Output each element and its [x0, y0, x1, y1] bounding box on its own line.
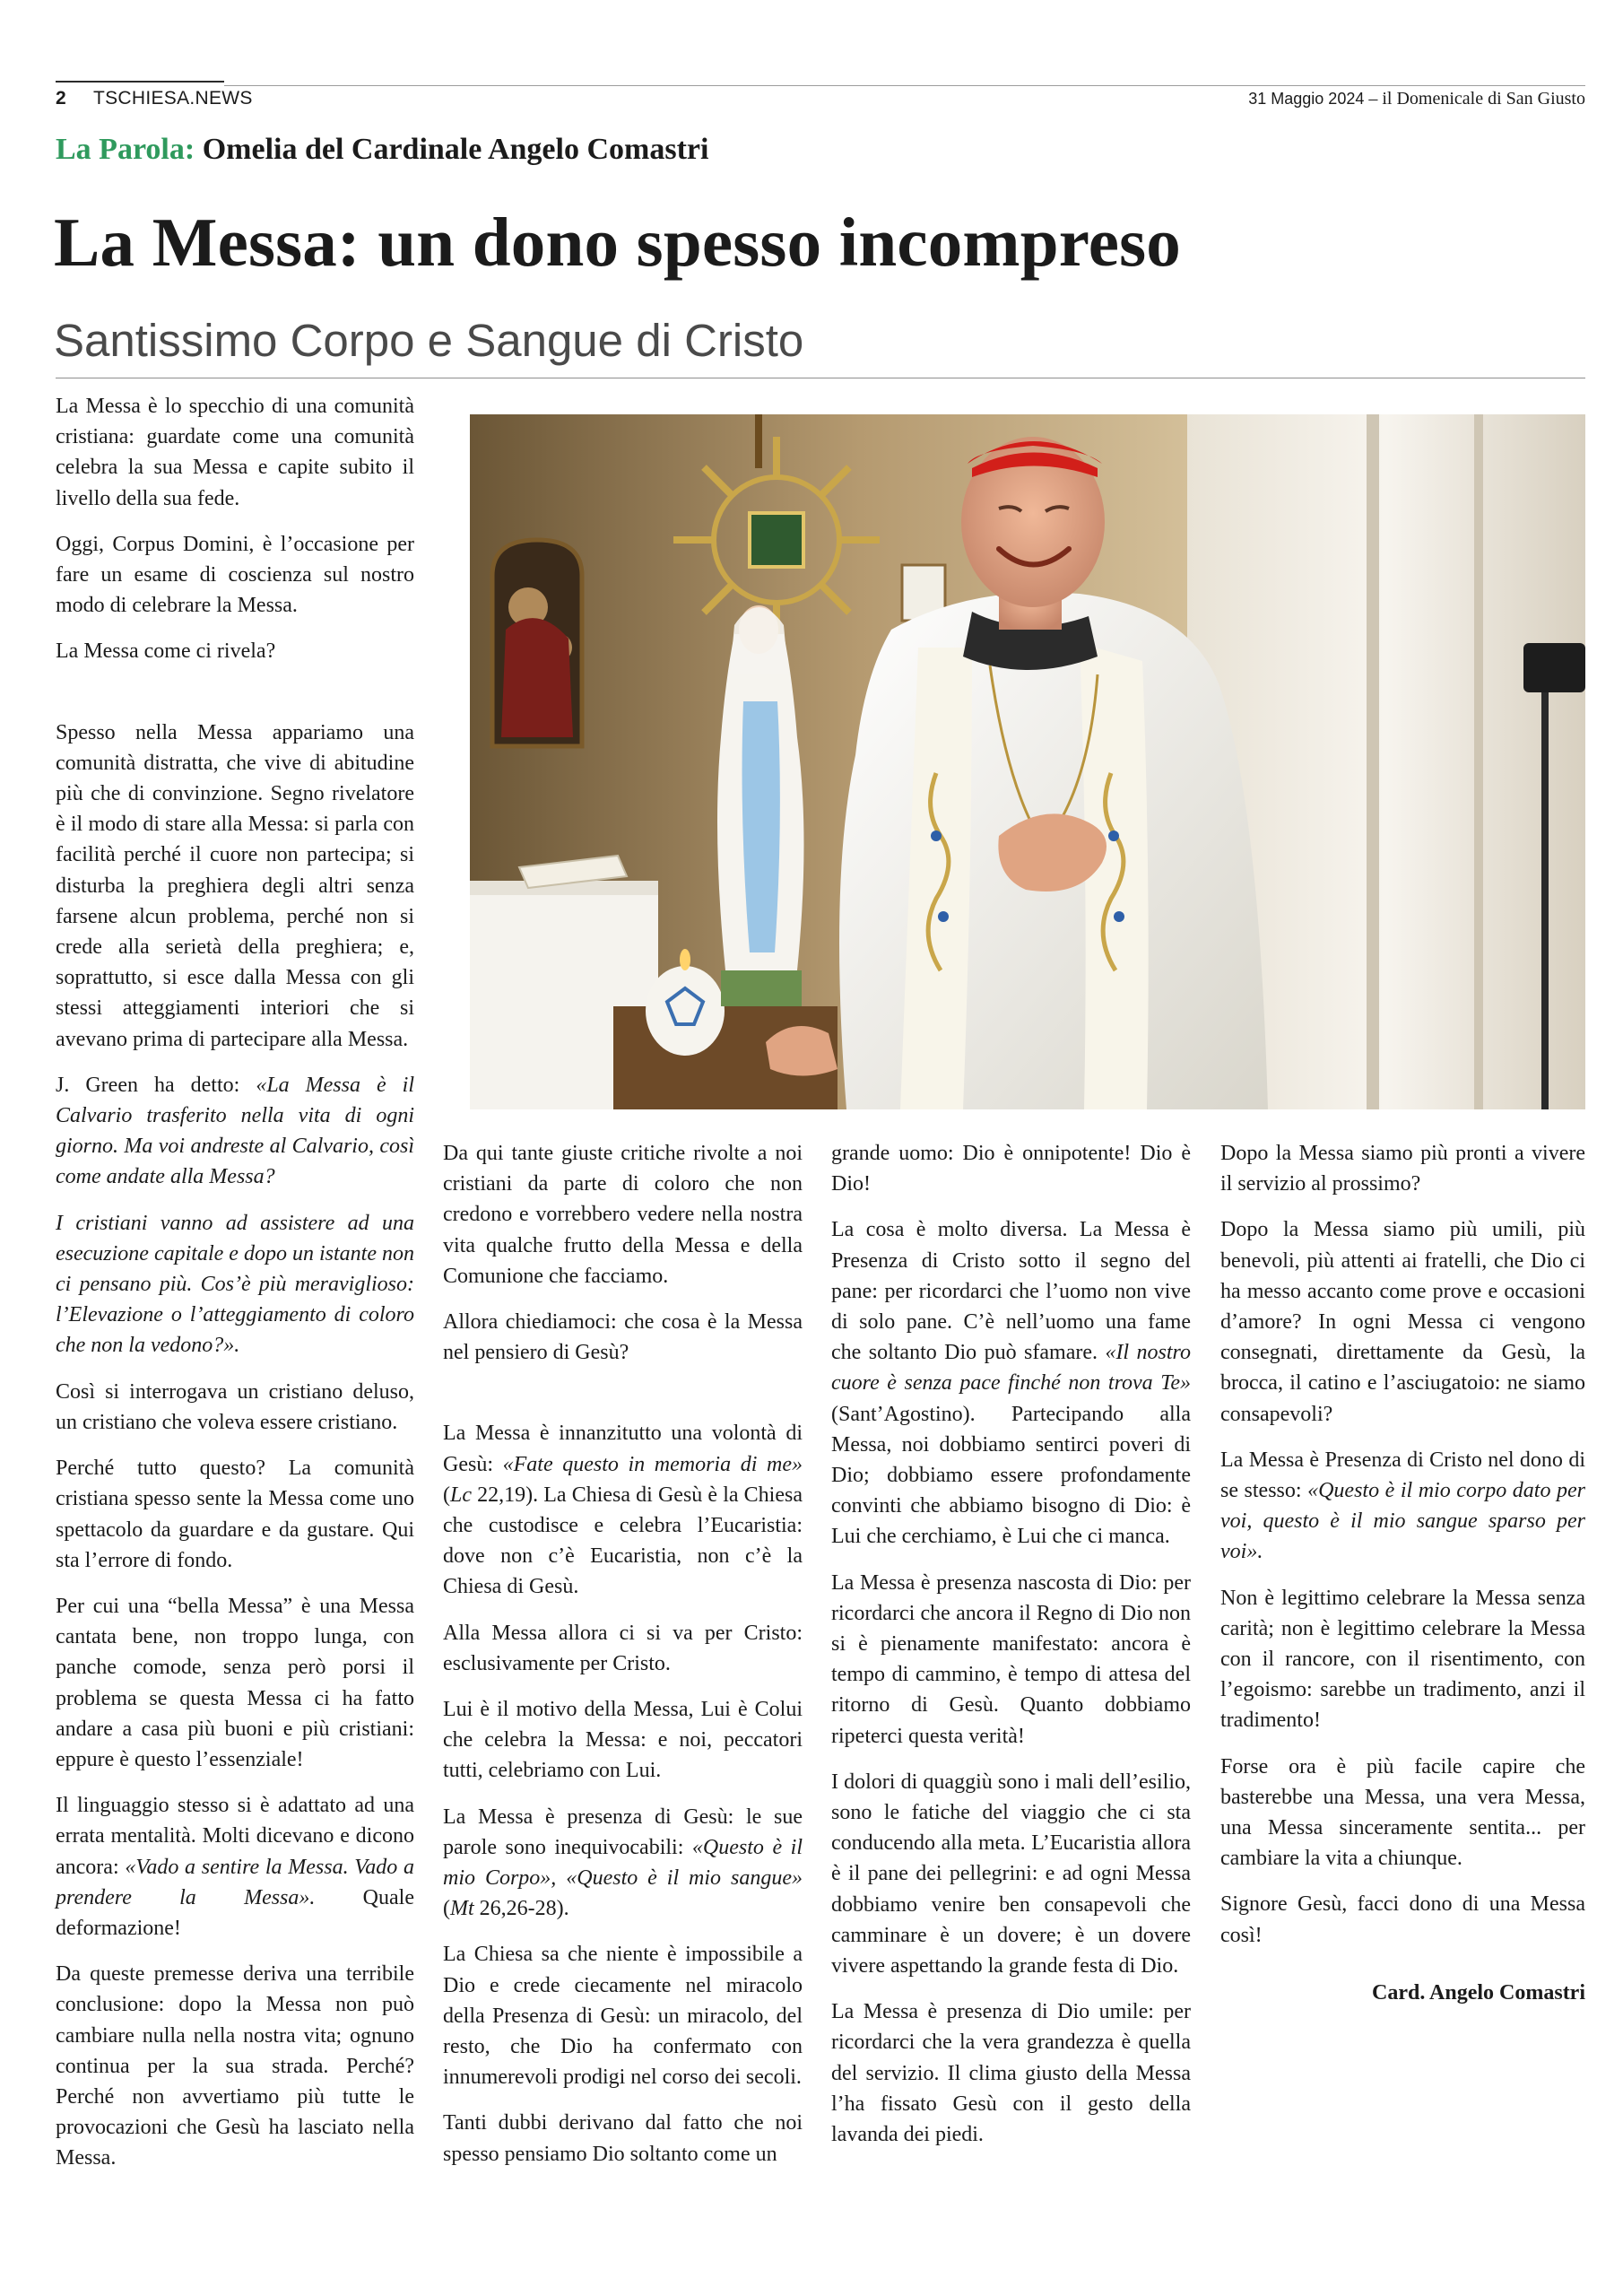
page-number: 2 — [56, 88, 66, 109]
text-run: Quale deformazione! — [56, 1885, 414, 1940]
paragraph: Da qui tante giuste critiche rivolte a noi cristiani da parte di coloro che non credono e vorrebbero vedere nella nostra vita qualche frutto della Messa e della Comunione che facciamo. — [443, 1142, 803, 1288]
header-right — [1248, 89, 1585, 109]
paragraph-quote — [443, 1418, 803, 1602]
text-run: J. Green ha detto: — [56, 1073, 256, 1097]
column-4 — [1220, 1138, 1585, 2023]
text-run: Il linguaggio stesso si è adattato ad una errata mentalità. Molti dicevano e dicono ancora: — [56, 1794, 414, 1879]
kicker — [56, 133, 708, 167]
paragraph: Così si interrogava un cristiano deluso, un cristiano che voleva essere cristiano. — [56, 1379, 414, 1434]
text-run: La Messa è innanzitutto una volontà di Gesù: — [443, 1422, 803, 1476]
paragraph: Da queste premesse deriva una terribile conclusione: dopo la Messa non può cambiare nulla nella nostra vita; ognuno continua per la sua strada. Perché? Perché non avvertiamo più tutte le provocazioni che Gesù ha lasciato nella Messa. — [56, 1962, 414, 2170]
quote-text: «Questo è il mio Corpo», «Questo è il mio sangue» — [443, 1835, 803, 1891]
author-signature: Card. Angelo Comastri — [1372, 1980, 1585, 2005]
text-run: La cosa è molto diversa. La Messa è Presenza di Cristo sotto il segno del pane: per ricordarci che l’uomo non vive di solo pane. C’è nell’uomo una fame che soltanto Dio può sfamare. — [831, 1218, 1191, 1365]
text-run: La Messa è presenza di Gesù: le sue parole sono inequivocabili: — [443, 1805, 803, 1859]
quote-text: «Vado a sentire la Messa. Vado a prendere la Messa». — [56, 1855, 414, 1909]
header-left — [56, 88, 253, 109]
paragraph: Tanti dubbi derivano dal fatto che noi spesso pensiamo Dio soltanto come un — [443, 2111, 803, 2166]
paragraph: Lui è il motivo della Messa, Lui è Colui che celebra la Messa: e noi, peccatori tutti, celebriamo con Lui. — [443, 1698, 803, 1783]
section-label: La Parola: — [56, 133, 195, 166]
quote-text: «Fate questo in memoria di me» — [502, 1452, 803, 1476]
paragraph: Dopo la Messa siamo più umili, più benevoli, più attenti ai fratelli, che Dio ci ha messo accanto come prove e occasioni d’amore? In ogni Messa ci vengono consegnati, direttamente da Gesù, la brocca, il catino e l’asciugatoio: ne siamo consapevoli? — [1220, 1218, 1585, 1426]
paragraph: Per cui una “bella Messa” è una Messa cantata bene, non troppo lunga, con panche comode, senza però porsi il problema se questa Messa ci ha fatto andare a casa più buoni e più cristiani: eppure è questo l’essenziale! — [56, 1594, 414, 1771]
paragraph: I dolori di quaggiù sono i mali dell’esilio, sono le fatiche del viaggio che ci sta conducendo alla meta. L’Eucaristia allora è il pane dei pellegrini: e ad ogni Messa dobbiamo venire ben consapevoli che camminare è un dovere; è un dovere vivere aspettando la grande festa di Dio. — [831, 1770, 1191, 1979]
header-separator: – — [1364, 89, 1383, 109]
paragraph: Non è legittimo celebrare la Messa senza carità; non è legittimo celebrare la Messa con il rancore, con il risentimento, con l’egoismo: sarebbe un tradimento, anzi il tradimento! — [1220, 1586, 1585, 1733]
paragraph-quote — [56, 1790, 414, 1944]
quote-text: I cristiani vanno ad assistere ad una esecuzione capitale e dopo un istante non ci pensano più. Cos’è più meraviglioso: l’Elevazione o l’atteggiamento di coloro che non la vedono?». — [56, 1211, 414, 1358]
paragraph: Oggi, Corpus Domini, è l’occasione per fare un esame di coscienza sul nostro modo di celebrare la Messa. — [56, 532, 414, 618]
paragraph: Signore Gesù, facci dono di una Messa così! — [1220, 1892, 1585, 1947]
column-2 — [443, 1138, 803, 2185]
text-run: ( — [443, 1483, 450, 1507]
paragraph: Allora chiediamoci: che cosa è la Messa nel pensiero di Gesù? — [443, 1310, 803, 1365]
paragraph: Spesso nella Messa appariamo una comunità distratta, che vive di abitudine più che di convinzione. Segno rivelatore è il modo di stare alla Messa: si parla con facilità perché il cuore non partecipa; si disturba la preghiera degli altri senza farsene alcun problema, perché non si crede alla serietà della preghiera; e, soprattutto, si esce dalla Messa con gli stessi atteggiamenti interiori che si avevano prima di partecipare alla Messa. — [56, 720, 414, 1051]
text-run: La Messa è Presenza di Cristo nel dono di se stesso: — [1220, 1448, 1585, 1503]
paragraph: Forse ora è più facile capire che basterebbe una Messa, una vera Messa, una Messa sinceramente sentita... per cambiare la vita a chiunque. — [1220, 1754, 1585, 1871]
paragraph: grande uomo: Dio è onnipotente! Dio è Dio! — [831, 1142, 1191, 1196]
publication-name: TSCHIESA.NEWS — [92, 88, 253, 109]
header-rule-long — [224, 85, 1585, 86]
paragraph: La Messa come ci rivela? — [56, 639, 276, 664]
text-run: 22,19). La Chiesa di Gesù è la Chiesa che custodisce e celebra l’Eucaristia: dove non c’è Eucaristia, non c’è la Chiesa di Gesù. — [443, 1483, 803, 1599]
scripture-reference: Lc — [450, 1483, 472, 1507]
issue-date: 31 Maggio 2024 — [1248, 90, 1365, 108]
sunburst-shape — [673, 437, 880, 643]
paragraph-quote — [831, 1214, 1191, 1552]
edition-name: il Domenicale di San Giusto — [1382, 89, 1585, 109]
paragraph-quote — [443, 1802, 803, 1925]
text-run: 26,26-28). — [473, 1897, 569, 1921]
column-1 — [56, 391, 414, 2189]
candle-shape — [646, 966, 725, 1056]
headline: La Messa: un dono spesso incompreso — [54, 204, 1182, 281]
text-run: (Sant’Agostino). Partecipando alla Messa, noi dobbiamo sentirci poveri di Dio; dobbiamo essere profondamente convinti che abbiamo bisogno di Dio: è Lui che cerchiamo, è Lui che ci manca. — [831, 1402, 1191, 1549]
paragraph-quote — [56, 1208, 414, 1361]
camera-shape — [1523, 643, 1585, 692]
paragraph: Dopo la Messa siamo più pronti a vivere il servizio al prossimo? — [1220, 1142, 1585, 1196]
cardinal-photo — [470, 414, 1585, 1109]
paragraph: Perché tutto questo? La comunità cristiana spesso sente la Messa come uno spettacolo da guardare e da gustare. Qui sta l’errore di fondo. — [56, 1457, 414, 1572]
header-rule-short — [56, 81, 224, 83]
scripture-reference: Mt — [450, 1897, 474, 1921]
paragraph: La Chiesa sa che niente è impossibile a Dio e crede ciecamente nel miracolo della Presenza di Gesù: un miracolo, del resto, che Dio ha confermato con innumerevoli prodigi nel corso dei secoli. — [443, 1943, 803, 2090]
quote-text: «La Messa è il Calvario trasferito nella vita di ogni giorno. Ma voi andreste al Calvario, così come andate alla Messa? — [56, 1073, 414, 1189]
paragraph-quote — [56, 1070, 414, 1193]
paragraph: La Messa è presenza di Dio umile: per ricordarci che la vera grandezza è quella del servizio. Il clima giusto della Messa l’ha fissato Gesù con il gesto della lavanda dei piedi. — [831, 2000, 1191, 2147]
quote-text: «Il nostro cuore è senza pace finché non trova Te» — [831, 1341, 1191, 1396]
quote-text: «Questo è il mio corpo dato per voi, questo è il mio sangue sparso per voi». — [1220, 1479, 1585, 1564]
kicker-text: Omelia del Cardinale Angelo Comastri — [195, 133, 709, 166]
subtitle: Santissimo Corpo e Sangue di Cristo — [54, 315, 804, 366]
paragraph: Alla Messa allora ci si va per Cristo: esclusivamente per Cristo. — [443, 1621, 803, 1675]
paragraph: La Messa è lo specchio di una comunità cristiana: guardate come una comunità celebra la sua Messa e capite subito il livello della sua fede. — [56, 395, 414, 510]
paragraph-quote — [1220, 1445, 1585, 1568]
column-3 — [831, 1138, 1191, 2165]
paragraph: La Messa è presenza nascosta di Dio: per ricordarci che ancora il Regno di Dio non si è pienamente manifestato: ancora è tempo di cammino, è tempo di attesa del ritorno di Gesù. Quanto dobbiamo ripeterci questa verità! — [831, 1570, 1191, 1748]
text-run: ( — [443, 1897, 450, 1921]
